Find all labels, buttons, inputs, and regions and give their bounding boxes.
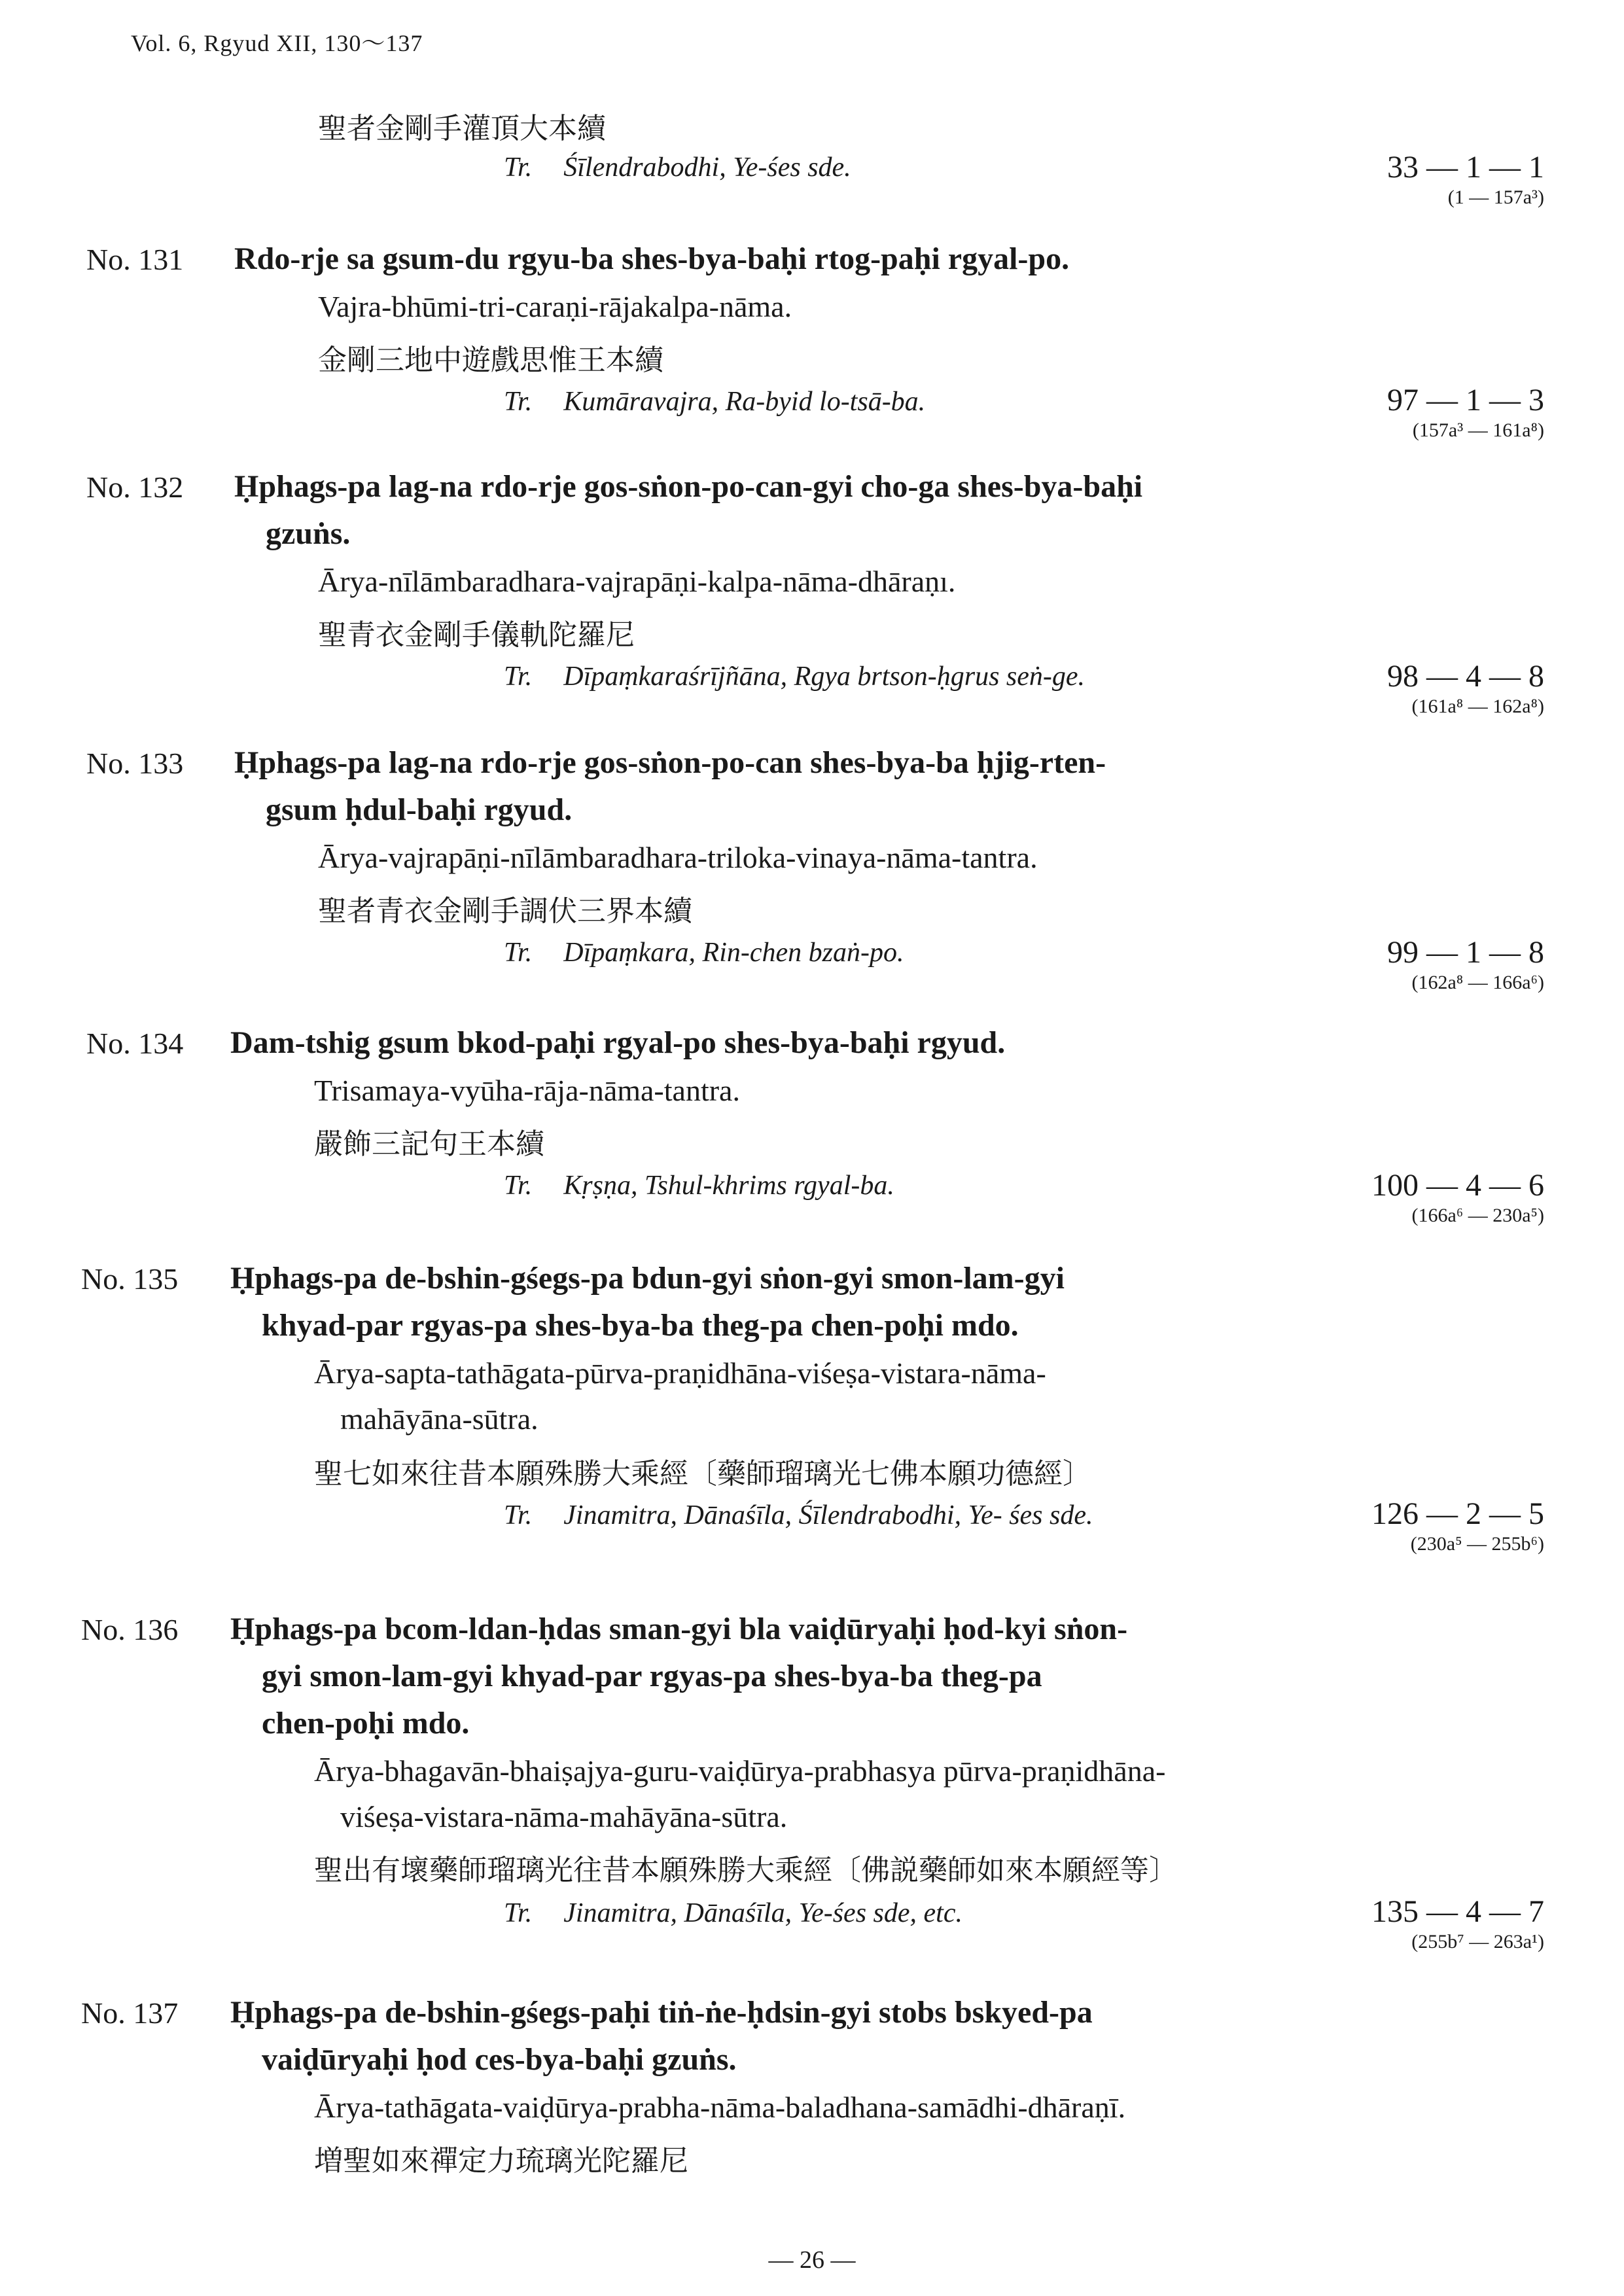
- folio-range: (162a⁸ — 166a⁶): [1411, 972, 1544, 993]
- page-reference: 33 — 1 — 1: [1387, 150, 1544, 185]
- entry-number: No. 132: [86, 470, 184, 504]
- page-reference: 97 — 1 — 3: [1387, 383, 1544, 417]
- page-reference: 135 — 4 — 7: [1371, 1894, 1544, 1929]
- tibetan-title: Ḥphags-pa de-bshin-gśegs-pa bdun-gyi sṅon-gyi smon-lam-gyi: [230, 1261, 1065, 1296]
- tr-label: Tr.: [504, 1171, 533, 1201]
- tibetan-title-cont: khyad-par rgyas-pa shes-bya-ba theg-pa chen-poḥi mdo.: [262, 1308, 1019, 1343]
- translator-line: [504, 1500, 1093, 1531]
- chinese-title: 聖七如來往昔本願殊勝大乘經〔藥師瑠璃光七佛本願功德經〕: [314, 1457, 1091, 1491]
- tibetan-title-cont: chen-poḥi mdo.: [262, 1706, 470, 1740]
- tibetan-title: Ḥphags-pa bcom-ldan-ḥdas sman-gyi bla vaiḍūryaḥi ḥod-kyi sṅon-: [230, 1612, 1128, 1646]
- translators: Kṛṣṇa, Tshul-khrims rgyal-ba.: [563, 1171, 894, 1201]
- tibetan-title: Dam-tshig gsum bkod-paḥi rgyal-po shes-bya-baḥi rgyud.: [230, 1025, 1006, 1060]
- catalog-reference: [1387, 149, 1544, 209]
- page-reference: 99 — 1 — 8: [1387, 935, 1544, 970]
- chinese-title: 聖出有壞藥師瑠璃光往昔本願殊勝大乘經〔佛説藥師如來本願經等〕: [314, 1854, 1178, 1887]
- catalog-reference: [1387, 382, 1544, 442]
- chinese-title: 金剛三地中遊戲思惟王本續: [318, 344, 663, 377]
- translator-line: [504, 1898, 962, 1929]
- tibetan-title: Ḥphags-pa lag-na rdo-rje gos-sṅon-po-can-gyi cho-ga shes-bya-baḥi: [234, 469, 1143, 504]
- tr-label: Tr.: [504, 152, 533, 183]
- tr-label: Tr.: [504, 1500, 533, 1530]
- page-reference: 126 — 2 — 5: [1371, 1496, 1544, 1531]
- chinese-title: 聖青衣金剛手儀軌陀羅尼: [318, 618, 635, 652]
- translator-line: [504, 386, 925, 417]
- tibetan-title: Rdo-rje sa gsum-du rgyu-ba shes-bya-baḥi rtog-paḥi rgyal-po.: [234, 241, 1070, 276]
- tibetan-title-cont: gsum ḥdul-baḥi rgyud.: [266, 792, 573, 827]
- catalog-reference: [1371, 1496, 1544, 1555]
- folio-range: (166a⁶ — 230a⁵): [1411, 1205, 1544, 1226]
- chinese-title: 聖者青衣金剛手調伏三界本續: [318, 894, 692, 928]
- tr-label: Tr.: [504, 938, 533, 968]
- entry-number: No. 131: [86, 243, 184, 276]
- tibetan-title-cont: gyi smon-lam-gyi khyad-par rgyas-pa shes-bya-ba theg-pa: [262, 1659, 1042, 1693]
- entry-number: No. 134: [86, 1027, 184, 1060]
- sanskrit-title: Trisamaya-vyūha-rāja-nāma-tantra.: [314, 1074, 740, 1107]
- tr-label: Tr.: [504, 662, 533, 692]
- page-reference: 98 — 4 — 8: [1387, 659, 1544, 694]
- tr-label: Tr.: [504, 1898, 533, 1928]
- tibetan-title-cont: vaiḍūryaḥi ḥod ces-bya-baḥi gzuṅs.: [262, 2042, 737, 2077]
- sanskrit-title: Ārya-nīlāmbaradhara-vajrapāṇi-kalpa-nāma-dhāraṇı.: [318, 565, 956, 598]
- entry-number: No. 136: [81, 1613, 179, 1646]
- translator-line: [504, 937, 904, 968]
- translator-line: [504, 152, 851, 183]
- folio-range: (161a⁸ — 162a⁸): [1411, 696, 1544, 717]
- folio-range: (1 — 157a³): [1447, 186, 1544, 208]
- chinese-title: 増聖如來禪定力琉璃光陀羅尼: [314, 2144, 688, 2178]
- tibetan-title: Ḥphags-pa de-bshin-gśegs-paḥi tiṅ-ṅe-ḥdsin-gyi stobs bskyed-pa: [230, 1995, 1093, 2030]
- sanskrit-title: Ārya-vajrapāṇi-nīlāmbaradhara-triloka-vinaya-nāma-tantra.: [318, 841, 1038, 874]
- entry-number: No. 133: [86, 747, 184, 780]
- sanskrit-title: Vajra-bhūmi-tri-caraṇi-rājakalpa-nāma.: [318, 290, 792, 323]
- translators: Dīpaṃkaraśrījñāna, Rgya brtson-ḥgrus seṅ-ge.: [563, 662, 1086, 692]
- page-number: — 26 —: [768, 2246, 856, 2274]
- entry-number: No. 137: [81, 1996, 179, 2030]
- catalog-reference: [1387, 934, 1544, 994]
- folio-range: (255b⁷ — 263a¹): [1411, 1931, 1544, 1952]
- translators: Kumāravajra, Ra-byid lo-tsā-ba.: [563, 387, 926, 417]
- translators: Jinamitra, Dānaśīla, Śīlendrabodhi, Ye- śes sde.: [563, 1500, 1093, 1530]
- sanskrit-title-cont: mahāyāna-sūtra.: [340, 1402, 538, 1436]
- sanskrit-title-cont: viśeṣa-vistara-nāma-mahāyāna-sūtra.: [340, 1800, 788, 1833]
- translators: Śīlendrabodhi, Ye-śes sde.: [563, 152, 851, 183]
- sanskrit-title: Ārya-sapta-tathāgata-pūrva-praṇidhāna-viśeṣa-vistara-nāma-: [314, 1356, 1046, 1390]
- tibetan-title-cont: gzuṅs.: [266, 516, 351, 551]
- translator-line: [504, 1170, 894, 1201]
- running-header: Vol. 6, Rgyud XII, 130〜137: [131, 30, 423, 56]
- tibetan-title: Ḥphags-pa lag-na rdo-rje gos-sṅon-po-can shes-bya-ba ḥjig-rten-: [234, 745, 1106, 780]
- sanskrit-title: Ārya-bhagavān-bhaiṣajya-guru-vaiḍūrya-prabhasya pūrva-praṇidhāna-: [314, 1754, 1166, 1788]
- sanskrit-title: Ārya-tathāgata-vaiḍūrya-prabha-nāma-baladhana-samādhi-dhāraṇī.: [314, 2091, 1126, 2124]
- tr-label: Tr.: [504, 387, 533, 417]
- catalog-reference: [1387, 658, 1544, 718]
- translators: Dīpaṃkara, Rin-chen bzaṅ-po.: [563, 938, 904, 968]
- page-reference: 100 — 4 — 6: [1371, 1168, 1544, 1203]
- catalog-reference: [1371, 1894, 1544, 1953]
- folio-range: (230a⁵ — 255b⁶): [1410, 1533, 1544, 1555]
- chinese-title: 嚴飾三記句王本續: [314, 1127, 544, 1161]
- translators: Jinamitra, Dānaśīla, Ye-śes sde, etc.: [563, 1898, 962, 1928]
- chinese-title: 聖者金剛手灌頂大本續: [318, 112, 606, 145]
- catalog-reference: [1371, 1167, 1544, 1227]
- folio-range: (157a³ — 161a⁸): [1412, 419, 1544, 441]
- entry-number: No. 135: [81, 1262, 179, 1296]
- translator-line: [504, 661, 1085, 692]
